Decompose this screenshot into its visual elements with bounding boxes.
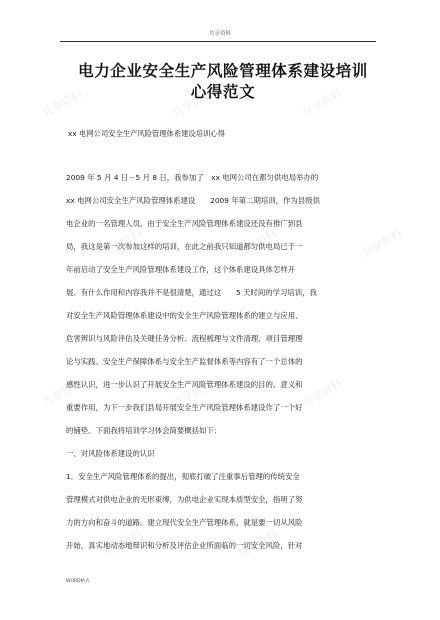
watermark: 共享资料 — [99, 226, 145, 261]
body-line: 年前启动了安全生产风险管理体系建设工作，这个体系建设具体怎样开 — [66, 265, 296, 274]
header-rule — [60, 41, 376, 42]
body-line: 论与实践、安全生产保障体系与安全生产监督体系等内容有了一个总体的 — [66, 357, 303, 366]
watermark: 共享资料 — [39, 376, 85, 411]
body-line: 的铺垫。下面我将培训学习体会简要概括如下： — [66, 426, 222, 435]
body-line: 1．安全生产风险管理体系的提出，彻底打破了注重事后管理的传统安全 — [66, 472, 300, 481]
footer-label: WORD格式 — [66, 579, 90, 584]
body-line: 局，我这是第一次参加这样的培训，在此之前我只知道都匀供电局已于一 — [66, 242, 303, 251]
body-line: 展、有什么作用和内容我并不是很清楚，通过这 5 天时间的学习培训，我 — [66, 288, 317, 297]
body-line: 对安全生产风险管理体系建设中的安全生产风险管理体系的建立与应用、 — [66, 311, 303, 320]
body-line: 管理模式对供电企业的无形束缚，为供电企业实现本质型安全，指明了努 — [66, 495, 303, 504]
watermark: 共享资料 — [299, 86, 345, 121]
body-line: 危害辨识与风险评估及关键任务分析、流程梳理与文件清理、项目管理理 — [66, 334, 303, 343]
document-title: 电力企业安全生产风险管理体系建设培训 — [78, 62, 368, 80]
body-line: 力的方向和奋斗的道路。建立现代安全生产管理体系，就是要一切从风险 — [66, 518, 303, 527]
watermark: 共享资料 — [99, 526, 145, 561]
body-line: 开始，真实地动态地辩识和分析及评估企业所面临的一切安全风险，针对 — [66, 541, 303, 550]
watermark: 共享资料 — [39, 86, 85, 121]
body-line: 感性认识，进一步认识了开展安全生产风险管理体系建设的目的、意义和 — [66, 380, 303, 389]
watermark: 共享资料 — [234, 526, 280, 561]
watermark: 共享资料 — [234, 226, 280, 261]
watermark: 共享资料 — [299, 376, 345, 411]
header-label: 共享资料 — [208, 31, 231, 37]
body-line: 重要作用，为下一步我们县局开展安全生产风险管理体系建设作了一个好 — [66, 403, 303, 412]
body-line: xx 电网公司安全生产风险管理体系建设 2009 年第二期培训，作为县级供 — [66, 196, 320, 205]
document-title-line-2: 心得范文 — [190, 83, 256, 101]
watermark: 共享资料 — [359, 226, 405, 261]
document-subtitle: xx 电网公司安全生产风险管理体系建设培训心得 — [68, 129, 225, 138]
watermark: 共享资料 — [169, 376, 215, 411]
body-line: 电企业的一名管理人员，由于安全生产风险管理体系建设还没有推广到县 — [66, 219, 303, 228]
section-heading: 一、对风险体系建设的认识 — [66, 449, 155, 458]
watermark: 共享资料 — [169, 86, 215, 121]
body-line: 2009 年 5 月 4 日－5 月 8 日，我参加了 xx 电网公司在都匀供电局举办的 — [66, 173, 319, 182]
